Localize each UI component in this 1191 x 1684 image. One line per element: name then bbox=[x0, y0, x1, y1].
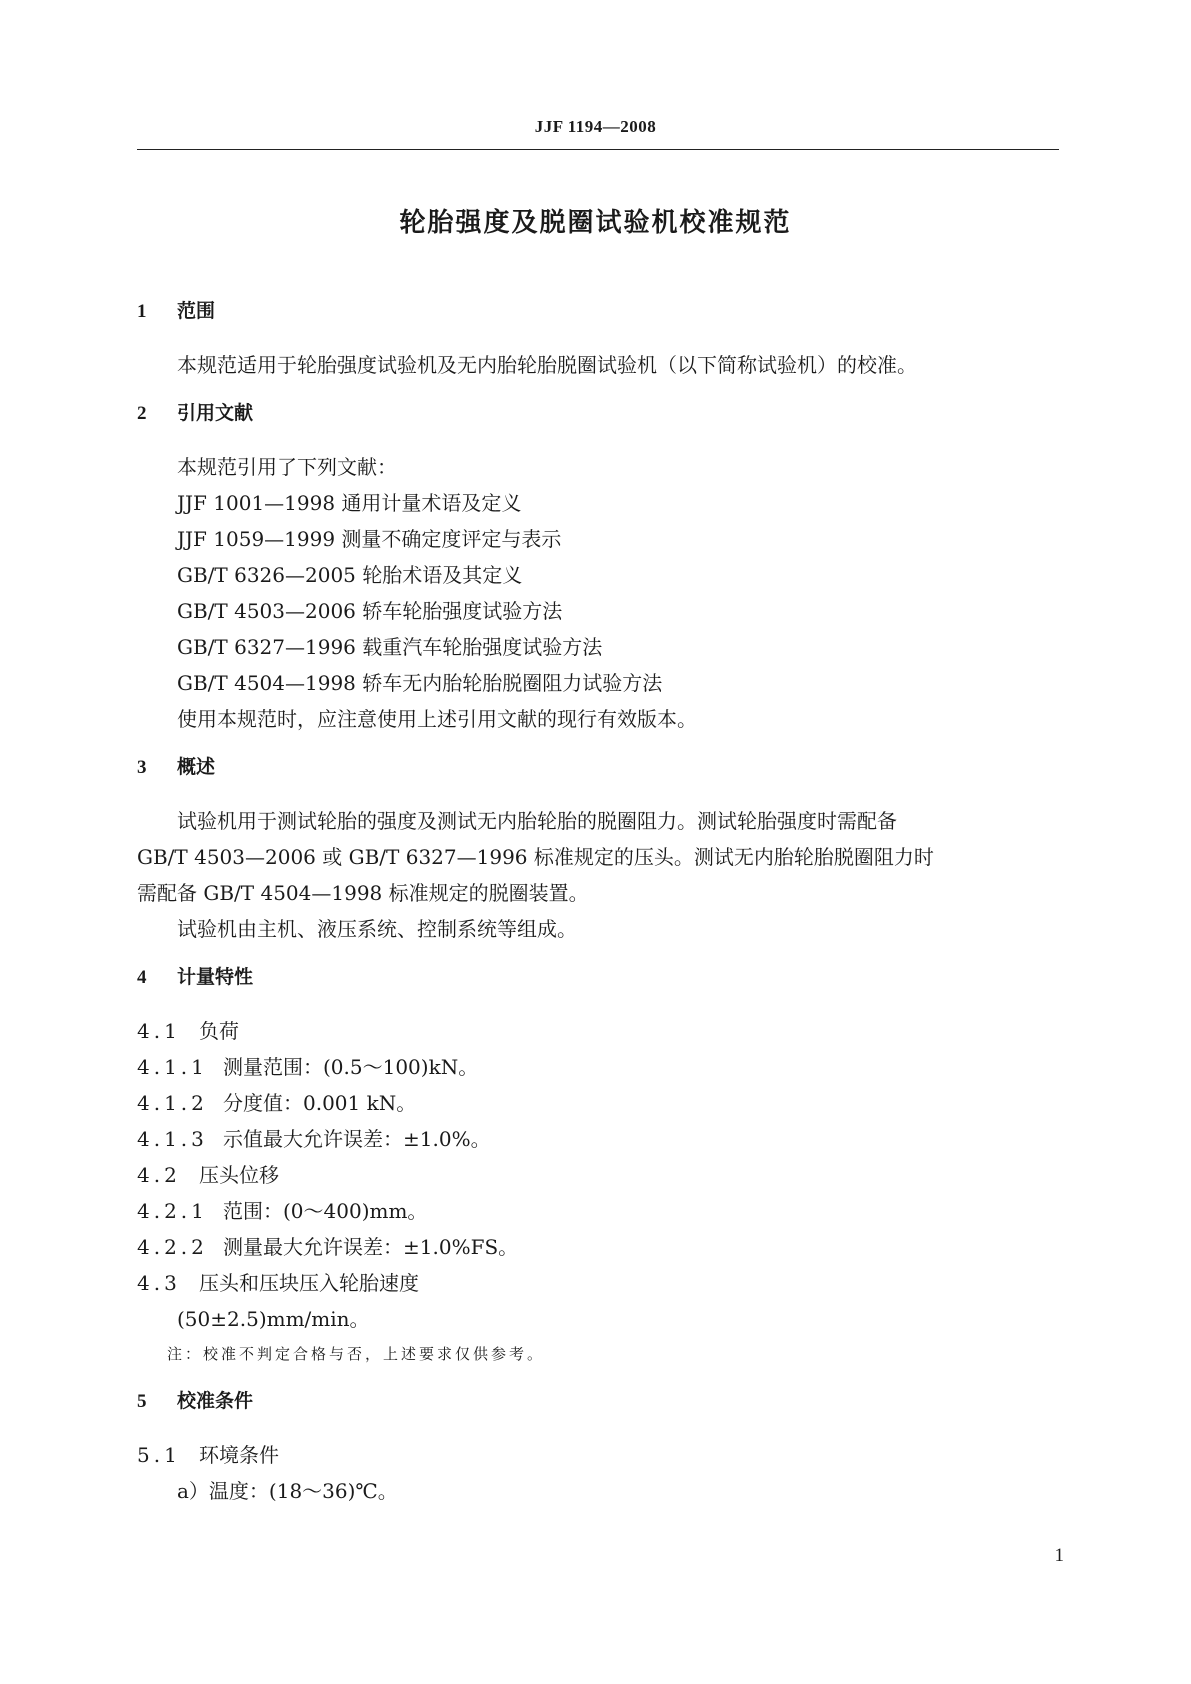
section-heading-4: 4 计量特性 bbox=[137, 966, 254, 988]
reference-item: GB/T 6327—1996 载重汽车轮胎强度试验方法 bbox=[177, 635, 603, 659]
document-title: 轮胎强度及脱圈试验机校准规范 bbox=[399, 208, 792, 238]
clause-4-1: 4.1 负荷 bbox=[137, 1019, 239, 1043]
temperature-item: a）温度：(18～36)℃。 bbox=[177, 1479, 398, 1503]
section-heading-3: 3 概述 bbox=[137, 756, 216, 778]
overview-line-2: GB/T 4503—2006 或 GB/T 6327—1996 标准规定的压头。测试无内胎轮胎脱圈阻力时 bbox=[137, 845, 934, 869]
references-intro: 本规范引用了下列文献： bbox=[177, 455, 397, 479]
clause-4-3: 4.3 压头和压块压入轮胎速度 bbox=[137, 1271, 419, 1295]
reference-item: JJF 1059—1999 测量不确定度评定与表示 bbox=[177, 527, 562, 551]
clause-4-2: 4.2 压头位移 bbox=[137, 1163, 279, 1187]
reference-item: GB/T 6326—2005 轮胎术语及其定义 bbox=[177, 563, 523, 587]
clause-4-1-2: 4.1.2 分度值：0.001 kN。 bbox=[137, 1091, 417, 1115]
section-heading-2: 2 引用文献 bbox=[137, 402, 254, 424]
document-body bbox=[137, 293, 1059, 1509]
clause-4-1-3: 4.1.3 示值最大允许误差：±1.0%。 bbox=[137, 1127, 491, 1151]
clause-4-2-1: 4.2.1 范围：(0～400)mm。 bbox=[137, 1199, 428, 1223]
reference-item: GB/T 4503—2006 轿车轮胎强度试验方法 bbox=[177, 599, 563, 623]
page-number: 1 bbox=[1054, 1545, 1064, 1566]
speed-value: (50±2.5)mm/min。 bbox=[177, 1307, 370, 1331]
reference-item: GB/T 4504—1998 轿车无内胎轮胎脱圈阻力试验方法 bbox=[177, 671, 663, 695]
clause-4-1-1: 4.1.1 测量范围：(0.5～100)kN。 bbox=[137, 1055, 479, 1079]
clause-4-2-2: 4.2.2 测量最大允许误差：±1.0%FS。 bbox=[137, 1235, 519, 1259]
clause-5-1: 5.1 环境条件 bbox=[137, 1443, 279, 1467]
standard-code: JJF 1194—2008 bbox=[534, 117, 657, 136]
note-text: 注：校准不判定合格与否，上述要求仅供参考。 bbox=[167, 1345, 546, 1363]
section-heading-1: 1 范围 bbox=[137, 300, 216, 322]
references-outro: 使用本规范时，应注意使用上述引用文献的现行有效版本。 bbox=[177, 707, 697, 731]
header-divider bbox=[137, 149, 1059, 150]
overview-paragraph-2: 试验机由主机、液压系统、控制系统等组成。 bbox=[177, 917, 577, 941]
overview-line-1: 试验机用于测试轮胎的强度及测试无内胎轮胎的脱圈阻力。测试轮胎强度时需配备 bbox=[177, 809, 897, 833]
section-heading-5: 5 校准条件 bbox=[137, 1390, 254, 1412]
scope-paragraph: 本规范适用于轮胎强度试验机及无内胎轮胎脱圈试验机（以下简称试验机）的校准。 bbox=[177, 353, 917, 377]
reference-item: JJF 1001—1998 通用计量术语及定义 bbox=[177, 491, 522, 515]
overview-line-3: 需配备 GB/T 4504—1998 标准规定的脱圈装置。 bbox=[137, 881, 589, 905]
